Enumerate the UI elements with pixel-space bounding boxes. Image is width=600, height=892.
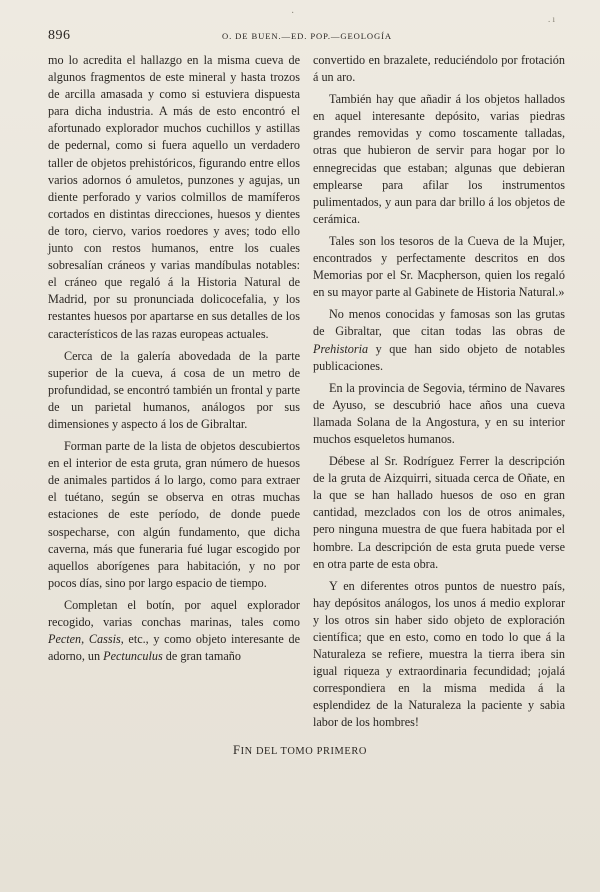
right-text-column bbox=[313, 52, 565, 732]
paragraph bbox=[48, 348, 300, 433]
paragraph bbox=[313, 578, 565, 732]
italic-term: Prehistoria bbox=[313, 341, 369, 356]
left-text-column bbox=[48, 52, 300, 665]
paragraph bbox=[313, 380, 565, 448]
text-run: Cerca de la galería abovedada de la parte superior de la cueva, á cosa de un metro de profundidad, se encontró también un frontal y parte de un parietal humanos, análogos por sus dimensiones y aspecto á los de Gibraltar. bbox=[48, 348, 300, 431]
paragraph bbox=[313, 233, 565, 301]
end-of-volume-title bbox=[0, 743, 600, 758]
text-run: No menos conocidas y famosas son las grutas de Gibraltar, que citan todas las obras de bbox=[313, 307, 565, 339]
italic-term: Pectunculus bbox=[103, 649, 163, 664]
paragraph bbox=[313, 52, 565, 86]
paragraph bbox=[313, 306, 565, 374]
speck-mark: · bbox=[291, 8, 295, 19]
end-title-rest: IN DEL TOMO PRIMERO bbox=[240, 746, 367, 757]
page-header bbox=[48, 28, 566, 44]
running-head: O. DE BUEN.—ED. POP.—GEOLOGÍA bbox=[221, 31, 393, 41]
text-run: de gran tamaño bbox=[162, 649, 241, 664]
text-run: Tales son los tesoros de la Cueva de la Mujer, encontrados y perfectamente descritos en dos Memorias por el Sr. Macpherson, quien los regaló en su mayor parte al Gabinete de Historia Natural.» bbox=[313, 233, 565, 300]
text-run: , bbox=[81, 632, 89, 647]
paragraph bbox=[48, 597, 300, 665]
text-run: Débese al Sr. Rodríguez Ferrer la descripción de la gruta de Aizquirri, situada cerca de Oñate, en la que se han hallado huesos de oso en gran cantidad, mezclados con los de otros animales, pero ninguna muestra de que fuera habitada por el hombre. La descripción de esta gruta puede verse en otra parte de esta obra. bbox=[313, 454, 565, 571]
italic-term: Pecten bbox=[48, 632, 82, 647]
end-title-initial: F bbox=[233, 743, 241, 757]
text-run: Y en diferentes otros puntos de nuestro país, hay depósitos análogos, los unos á medio explorar y los otros sin haber sido objeto de exploración científica; que en esto, como en todo lo que á la Naturaleza se refiere, muestra la tierra ibera sin igual riqueza y extraordinaria fecundidad; ¡ojalá correspondiera en la misma medida á la esplendidez de la Naturaleza la paciente y sabia labor de los hombres! bbox=[313, 578, 565, 730]
text-run: En la provincia de Segovia, término de Navares de Ayuso, se descubrió hace años una cueva llamada Solana de la Angostura, y en su interior muchos esqueletos humanos. bbox=[313, 380, 565, 446]
paragraph bbox=[313, 91, 565, 228]
paragraph bbox=[313, 453, 565, 573]
text-run: y que han sido objeto de notables publicaciones. bbox=[313, 341, 565, 373]
text-run: convertido en brazalete, reduciéndolo por frotación á un aro. bbox=[313, 53, 565, 85]
text-run: Completan el botín, por aquel explorador recogido, varias conchas marinas, tales como bbox=[48, 597, 300, 629]
paragraph bbox=[48, 52, 300, 343]
text-run: Forman parte de la lista de objetos descubiertos en el interior de esta gruta, gran número de huesos de animales partidos á lo largo, como para extraer el tuétano, según se observa en otras muchas estaciones de este período, de donde puede sospecharse, con algún fundamento, que dicha caverna, más que funeraria fué lugar escogido por aquellos aborígenes para habitación, y no por pocos días, sino por largo espacio de tiempo. bbox=[48, 439, 300, 590]
corner-mark: . ı bbox=[548, 14, 556, 24]
text-run: También hay que añadir á los objetos hallados en aquel interesante depósito, varias piedras grandes removidas y como toscamente talladas, otras que hubieron de servir para hogar por lo ennegrecidas que estaban; algunas que debieran emplearse para afilar los instrumentos pulimentados, y aun para dar brillo á los objetos de cerámica. bbox=[313, 92, 565, 226]
text-run: , etc., y como objeto interesante de adorno, un bbox=[48, 632, 300, 664]
paragraph bbox=[48, 438, 300, 592]
text-run: mo lo acredita el hallazgo en la misma cueva de algunos fragmentos de este mineral y hasta trozos de arcilla amasada y como si estuviera dispuesta para dicha industria. A más de esto encontró el afortunado explorador muchos cuchillos y astillas de pedernal, como si fuera aquello un verdadero taller de objetos prehistóricos, figurando entre ellos varios adornos ó amuletos, punzones y agujas, un diente perforado y varios colmillos de mamíferos cortados en distintas direcciones, huesos y dientes de toro, ciervo, varios roedores y aves; todo ello junto con restos humanos, entre los cuales sobresalían cráneos y varias mandíbulas notables: el cráneo que regaló á la Historia Natural de Madrid, por su pronunciada dolicocefalia, y los restantes huesos por apartarse en sus detalles de los característicos de las razas europeas actuales. bbox=[48, 53, 300, 341]
italic-term: Cassis bbox=[88, 632, 121, 647]
page-number: 896 bbox=[48, 28, 71, 43]
